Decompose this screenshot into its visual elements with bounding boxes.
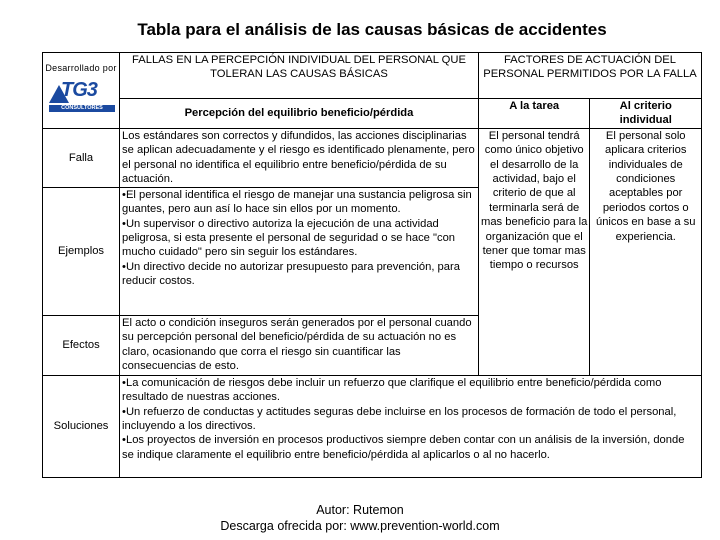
solution-item: •Un refuerzo de conductas y actitudes seguras debe incluirse en los procesos de formación de todo el personal, incluyendo a los directivos. bbox=[122, 405, 677, 433]
footer bbox=[0, 502, 720, 534]
footer-author: Autor: Rutemon bbox=[316, 503, 404, 517]
example-item: •Un supervisor o directivo autoriza la ejecución de una actividad peligrosa, si esta presente el personal de seguridad o se hace "con mucho cuidado" pero sin seguir los estándares. bbox=[122, 217, 456, 259]
soluciones-cell bbox=[120, 375, 702, 477]
subheader-balance: Percepción del equilibrio beneficio/pérdida bbox=[120, 99, 479, 129]
logo-subtext: CONSULTORES bbox=[49, 105, 115, 112]
row-label-soluciones: Soluciones bbox=[43, 375, 120, 477]
logo-text: TG3 bbox=[61, 79, 97, 102]
page-title: Tabla para el análisis de las causas básicas de accidentes bbox=[137, 20, 607, 39]
row-label-ejemplos: Ejemplos bbox=[43, 187, 120, 315]
example-item: •Un directivo decide no autorizar presupuesto para prevención, para reducir costos. bbox=[122, 260, 460, 288]
falla-text: Los estándares son correctos y difundidos, las acciones disciplinarias se aplican adecuadamente y el riesgo es identificado plenamente, pero el personal no identifica el equilibrio entre beneficio/pérdida de su actuación. bbox=[120, 128, 479, 187]
solution-item: •La comunicación de riesgos debe incluir un refuerzo que clarifique el equilibrio entre beneficio/pérdida como resultado de nuestras acciones. bbox=[122, 376, 662, 404]
header-factors: FACTORES DE ACTUACIÓN DEL PERSONAL PERMITIDOS POR LA FALLA bbox=[478, 53, 701, 99]
task-factor-text: El personal tendrá como único objetivo el desarrollo de la actividad, bajo el criterio de que al terminarla será de mas beneficio para la organización que el tener que tomar mas tiempo o recursos bbox=[478, 128, 590, 375]
ejemplos-cell bbox=[120, 187, 479, 315]
example-item: •El personal identifica el riesgo de manejar una sustancia peligrosa sin guantes, pero aun así lo hace sin ellos por un momento. bbox=[122, 188, 472, 216]
subheader-task: A la tarea bbox=[478, 99, 590, 129]
developer-cell bbox=[43, 53, 120, 129]
efectos-text: El acto o condición inseguros serán generados por el personal cuando su percepción personal del beneficio/pérdida de su actuación no es claro, ocasionando que corra el riesgo sin cuantificar las consecuencias de esto. bbox=[120, 315, 479, 375]
analysis-table bbox=[42, 52, 702, 478]
header-perception: FALLAS EN LA PERCEPCIÓN INDIVIDUAL DEL PERSONAL QUE TOLERAN LAS CAUSAS BÁSICAS bbox=[120, 53, 479, 99]
subheader-criteria: Al criterio individual bbox=[590, 99, 702, 129]
company-logo bbox=[49, 79, 113, 113]
row-label-falla: Falla bbox=[43, 128, 120, 187]
criteria-factor-text: El personal solo aplicara criterios individuales de condiciones aceptables por periodos cortos o únicos en base a su experiencia. bbox=[590, 128, 702, 375]
developed-by-label: Desarrollado por bbox=[45, 63, 117, 73]
row-label-efectos: Efectos bbox=[43, 315, 120, 375]
footer-download: Descarga ofrecida por: www.prevention-world.com bbox=[220, 519, 500, 533]
solution-item: •Los proyectos de inversión en procesos productivos siempre deben contar con un análisis de la inversión, donde se indique claramente el equilibrio entre beneficio/pérdida al aplicarlos o al no hacerlo. bbox=[122, 434, 685, 461]
